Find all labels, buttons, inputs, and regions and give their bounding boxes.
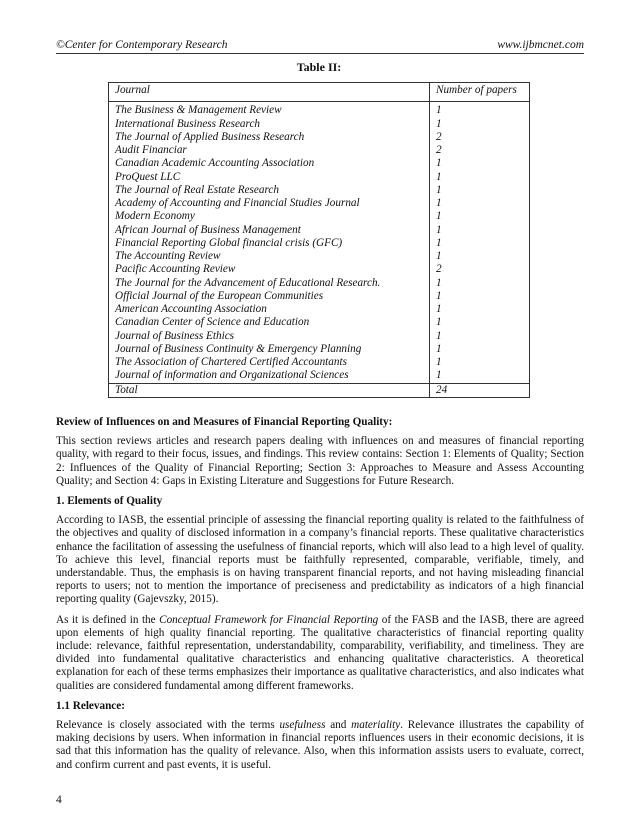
journal-name: Audit Financiar (109, 144, 430, 157)
journal-name: The Journal of Real Estate Research (109, 184, 430, 197)
table-header-row (109, 83, 530, 102)
journal-name: Journal of Business Continuity & Emergency Planning (109, 343, 430, 356)
table-row (109, 330, 530, 343)
table-row (109, 210, 530, 223)
column-header-papers: Number of papers (430, 83, 530, 102)
journal-name: The Journal of Applied Business Research (109, 131, 430, 144)
paper-count: 1 (430, 102, 530, 118)
journal-name: The Business & Management Review (109, 102, 430, 118)
journal-name: The Accounting Review (109, 250, 430, 263)
paper-count: 1 (430, 118, 530, 131)
paper-count: 1 (430, 210, 530, 223)
paper-count: 1 (430, 237, 530, 250)
term-usefulness: usefulness (279, 719, 326, 732)
paper-count: 1 (430, 171, 530, 184)
paper-count: 2 (430, 263, 530, 276)
paper-count: 1 (430, 197, 530, 210)
text-run: and (325, 719, 352, 732)
total-label: Total (109, 383, 430, 397)
table-caption: Table II: (296, 60, 342, 74)
table-row (109, 356, 530, 369)
paper-count: 1 (430, 277, 530, 290)
table-row (109, 316, 530, 329)
column-header-journal: Journal (109, 83, 430, 102)
paper-count: 1 (430, 316, 530, 329)
table-row (109, 184, 530, 197)
journal-name: African Journal of Business Management (109, 224, 430, 237)
section-heading: Review of Influences on and Measures of Financial Reporting Quality: (56, 416, 393, 428)
running-header (56, 38, 584, 54)
journal-name: The Association of Chartered Certified Accountants (109, 356, 430, 369)
journal-name: Official Journal of the European Communities (109, 290, 430, 303)
journal-name: International Business Research (109, 118, 430, 131)
journal-name: Journal of Business Ethics (109, 330, 430, 343)
journal-name: Pacific Accounting Review (109, 263, 430, 276)
table-row (109, 157, 530, 170)
journal-name: Journal of information and Organizational Sciences (109, 369, 430, 383)
table-row (109, 224, 530, 237)
subsection-heading-relevance: 1.1 Relevance: (56, 699, 125, 712)
paper-count: 1 (430, 157, 530, 170)
framework-title: Conceptual Framework for Financial Reporting (159, 613, 379, 626)
journal-name: Modern Economy (109, 210, 430, 223)
table-row (109, 303, 530, 316)
text-run: As it is defined in the (56, 613, 160, 626)
paper-count: 1 (430, 250, 530, 263)
paper-count: 2 (430, 144, 530, 157)
table-row (109, 290, 530, 303)
term-materiality: materiality (351, 719, 401, 732)
paper-count: 1 (430, 303, 530, 316)
paper-count: 2 (430, 131, 530, 144)
journal-name: Canadian Center of Science and Education (109, 316, 430, 329)
journal-name: Academy of Accounting and Financial Studies Journal (109, 197, 430, 210)
journal-name: Canadian Academic Accounting Association (109, 157, 430, 170)
table-row (109, 171, 530, 184)
table-row (109, 237, 530, 250)
elements-paragraph-2 (56, 614, 584, 693)
paper-count: 1 (430, 343, 530, 356)
paper-count: 1 (430, 330, 530, 343)
journal-name: The Journal for the Advancement of Educational Research. (109, 277, 430, 290)
table-row (109, 343, 530, 356)
table-total-row (109, 383, 530, 397)
text-run: of the FASB and the IASB, there are agreed upon elements of high quality financial reporting. The qualitative characteristics of financial reporting quality include: relevance, faithful representation, understandability, comparability, verifiability, and timeliness. They are divided into fundamental qualitative characteristics and enhancing qualitative characteristics. A theoretical explanation for each of these terms emphasizes their importance as qualitative characteristics, and also indicates what qualities are considered fundamental among different frameworks. (56, 613, 584, 692)
header-publisher: ©Center for Contemporary Research (56, 39, 228, 51)
elements-paragraph-1: According to IASB, the essential principle of assessing the financial reporting quality is related to the faithfulness of the objectives and quality of disclosed information in a company’s financial reports. These qualitative characteristics enhance the facilitation of assessing the usefulness of financial reports, which will also lead to a high level of quality. To achieve this level, financial reports must be faithfully represented, comparable, verifiable, timely, and understandable. Thus, the emphasis is on having transparent financial reports, and not having misleading financial reports to users; not to mention the importance of preciseness and predictability as indicators of a high financial reporting quality (Gajevszky, 2015). (56, 514, 584, 606)
journal-name: ProQuest LLC (109, 171, 430, 184)
paper-count: 1 (430, 224, 530, 237)
paper-count: 1 (430, 290, 530, 303)
subsection-heading-elements-of-quality: 1. Elements of Quality (56, 495, 163, 508)
body-text (56, 416, 584, 779)
relevance-paragraph (56, 719, 584, 772)
section-intro: This section reviews articles and research papers dealing with influences on and measures of financial reporting quality, with regard to their focus, issues, and findings. This review contains: Section 1: Elements of Quality; Section 2: Influences of the Quality of Financial Reporting; Section 3: Approaches to Measure and Assess Accounting Quality; and Section 4: Gaps in Existing Literature and Suggestions for Future Research. (56, 435, 584, 487)
table-row (109, 369, 530, 383)
header-website[interactable]: www.ijbmcnet.com (497, 39, 584, 51)
page-number: 4 (56, 794, 62, 806)
text-run: Relevance is closely associated with the terms (56, 719, 280, 732)
table-row (109, 250, 530, 263)
table-row (109, 263, 530, 276)
journal-name: Financial Reporting Global financial crisis (GFC) (109, 237, 430, 250)
table-row (109, 102, 530, 118)
paper-count: 1 (430, 356, 530, 369)
paper-count: 1 (430, 369, 530, 383)
table-row (109, 144, 530, 157)
total-value: 24 (430, 383, 530, 397)
table-row (109, 197, 530, 210)
text-run: . Relevance illustrates the capability of making decisions by users. When information in financial reports influences users in their economic decisions, it is sad that this information has the quality of relevance. Also, when this information assists users to evaluate, correct, and confirm current and past events, it is useful. (56, 719, 585, 771)
table-row (109, 277, 530, 290)
journals-table (108, 82, 530, 398)
paper-count: 1 (430, 184, 530, 197)
journal-name: American Accounting Association (109, 303, 430, 316)
table-row (109, 131, 530, 144)
table-row (109, 118, 530, 131)
